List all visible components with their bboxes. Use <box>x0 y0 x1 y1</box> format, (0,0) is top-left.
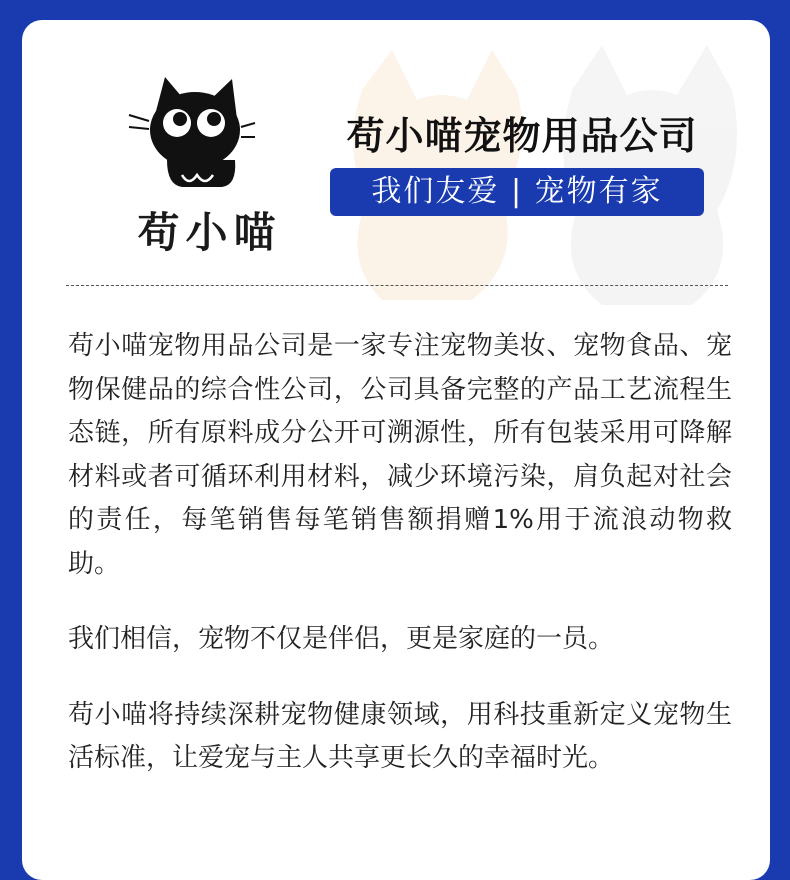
logo-text: 苟小喵 <box>137 208 282 257</box>
dashed-divider <box>66 285 728 286</box>
black-cat-icon <box>127 75 257 195</box>
paragraph-belief: 我们相信，宠物不仅是伴侣，更是家庭的一员。 <box>68 624 615 654</box>
paragraph-intro: 苟小喵宠物用品公司是一家专注宠物美妆、宠物食品、宠物保健品的综合性公司，公司具备完整的产品工艺流程生态链，所有原料成分公开可溯源性，所有包装采用可降解材料或者可循环利用材料，减少环境污染，肩负起对社会的责任，每笔销售每笔销售额捐赠1%用于流浪动物救助。 <box>68 331 732 579</box>
slogan-badge: 我们友爱 | 宠物有家 <box>330 168 704 216</box>
brand-logo <box>117 75 302 265</box>
content-card <box>22 20 770 880</box>
company-description <box>68 325 732 813</box>
paragraph-vision: 苟小喵将持续深耕宠物健康领域，用科技重新定义宠物生活标准，让爱宠与主人共享更长久的幸福时光。 <box>68 699 732 773</box>
company-title: 苟小喵宠物用品公司 <box>346 114 698 158</box>
